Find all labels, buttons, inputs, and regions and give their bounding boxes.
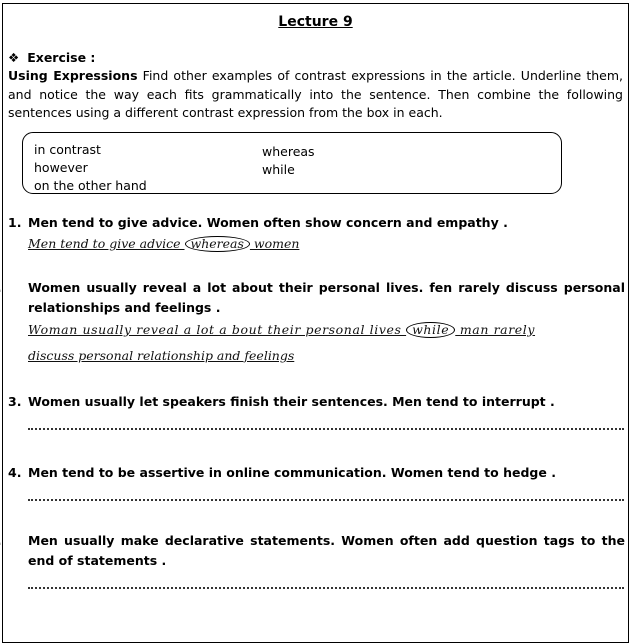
expression-item: however [34, 160, 88, 175]
diamond-bullet-icon: ❖ [8, 50, 20, 65]
answer-line [28, 587, 624, 589]
answer-text: women [249, 236, 300, 251]
circled-expression: whereas [185, 236, 250, 252]
page-title: Lecture 9 [278, 14, 353, 30]
answer-text: Men tend to give advice [28, 236, 185, 251]
question-text: Women usually reveal a lot about their personal lives. fen rarely discuss personal relationships and feelings . [28, 280, 625, 315]
circled-expression: while [406, 322, 455, 338]
answer-text: man rarely [455, 322, 536, 337]
question-4 [8, 463, 625, 483]
answer-text: Woman usually reveal a lot a bout their personal lives [28, 322, 407, 337]
expression-item: in contrast [34, 142, 101, 157]
exercise-label: Exercise : [27, 50, 96, 65]
question-number [8, 531, 28, 551]
answer-2-line-2: discuss personal relationship and feelings [28, 348, 295, 363]
question-3 [8, 392, 625, 412]
question-number: 1. [8, 215, 22, 230]
question-text: Men tend to be assertive in online communication. Women tend to hedge . [28, 465, 556, 480]
answer-line [28, 428, 624, 430]
expression-item: whereas [262, 144, 315, 159]
question-1 [8, 213, 625, 233]
question-2 [8, 278, 625, 318]
question-5 [8, 531, 625, 571]
instructions-body: Find other examples of contrast expressions in the article. Underline them, and notice the way each fits grammatically into the sentence. Then combine the following sentences using a different contrast expression from the box in each. [8, 68, 623, 120]
answer-1 [28, 236, 299, 252]
question-text: Women usually let speakers finish their sentences. Men tend to interrupt . [28, 394, 555, 409]
expression-column-1 [34, 141, 147, 195]
answer-2-line-1 [28, 322, 535, 338]
question-text: Men usually make declarative statements. Women often add question tags to the end of statements . [28, 533, 625, 568]
expression-box [22, 132, 562, 194]
question-number: 3. [8, 394, 22, 409]
exercise-heading [8, 50, 95, 65]
answer-line [28, 499, 624, 501]
expression-item: while [262, 162, 295, 177]
question-number: 4. [8, 465, 22, 480]
instructions-lead: Using Expressions [8, 68, 138, 83]
question-text: Men tend to give advice. Women often show concern and empathy . [28, 215, 508, 230]
question-number [8, 278, 28, 298]
expression-column-2 [262, 143, 315, 179]
instructions [8, 67, 623, 123]
expression-item: on the other hand [34, 178, 147, 193]
